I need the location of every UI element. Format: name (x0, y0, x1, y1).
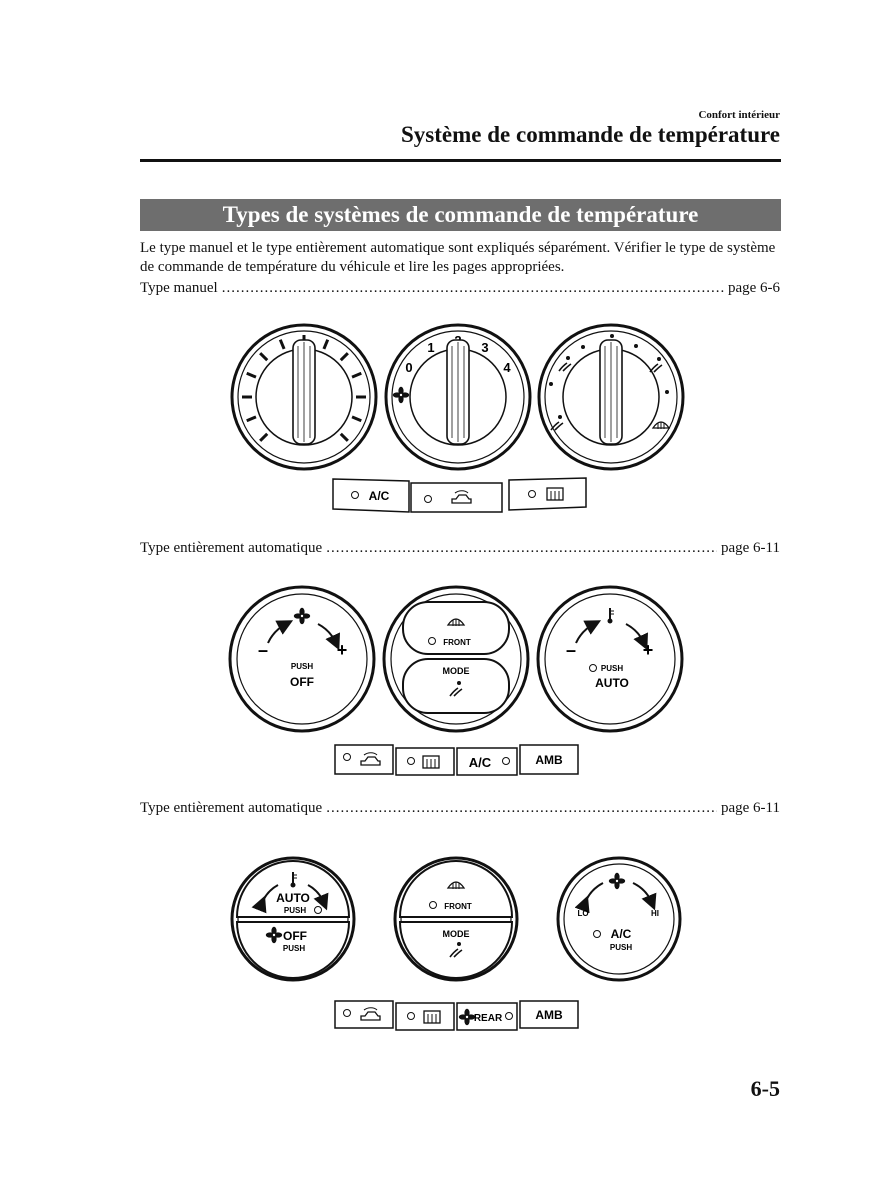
toc-page: page 6-11 (720, 540, 780, 556)
off-label: OFF (290, 675, 314, 689)
toc-entry-auto-1[interactable] (140, 540, 780, 557)
push-label: PUSH (282, 944, 306, 953)
auto1-amb-button[interactable] (520, 745, 578, 774)
auto1-mode-dial[interactable] (384, 587, 528, 731)
manual-ac-button[interactable] (333, 479, 409, 512)
toc-label: Type entièrement automatique (140, 800, 323, 816)
push-label: PUSH (600, 664, 624, 673)
toc-leader (222, 280, 724, 297)
mode-label: MODE (442, 666, 470, 676)
fan-speed-4: 4 (503, 360, 511, 375)
manual-control-panel (232, 325, 683, 512)
rear-label: REAR (473, 1013, 503, 1024)
toc-leader (326, 540, 717, 557)
section-heading: Types de systèmes de commande de température (140, 199, 781, 231)
auto2-temperature-dial[interactable] (232, 858, 354, 980)
toc-entry-manual[interactable] (140, 280, 780, 297)
auto-control-panel-1 (230, 587, 682, 775)
title-divider (140, 159, 781, 162)
auto2-fan-ac-dial[interactable] (558, 858, 680, 980)
auto1-recirculation-button[interactable] (335, 745, 393, 774)
push-label: PUSH (290, 662, 314, 671)
push-label: PUSH (609, 943, 633, 952)
push-label: PUSH (283, 906, 307, 915)
manual-temperature-dial[interactable] (232, 325, 376, 469)
toc-label: Type manuel (140, 280, 218, 296)
intro-paragraph: Le type manuel et le type entièrement automatique sont expliqués séparément. Vérifier le type de système de commande de température du véhicule et lire les pages appropriées. (140, 240, 776, 275)
auto2-rear-defroster-button[interactable] (396, 1003, 454, 1030)
auto1-rear-defroster-button[interactable] (396, 748, 454, 775)
section-label: Confort intérieur (698, 109, 780, 121)
page-number: 6-5 (750, 1076, 780, 1101)
ac-label: A/C (368, 489, 390, 503)
auto2-amb-button[interactable] (520, 1001, 578, 1028)
increase-sign: + (336, 640, 348, 660)
manual-recirculation-button[interactable] (411, 483, 502, 512)
hi-label: HI (651, 909, 659, 918)
toc-page: page 6-6 (727, 280, 780, 296)
increase-sign: + (642, 640, 654, 660)
toc-page: page 6-11 (720, 800, 780, 816)
amb-label: AMB (535, 753, 563, 767)
auto1-auto-dial[interactable] (538, 587, 682, 731)
auto2-rear-fan-button[interactable] (457, 1003, 517, 1030)
toc-entry-auto-2[interactable] (140, 800, 780, 817)
auto2-recirculation-button[interactable] (335, 1001, 393, 1028)
auto-label: AUTO (595, 676, 629, 690)
manual-airflow-mode-dial[interactable] (539, 325, 683, 469)
decrease-sign: – (565, 640, 577, 660)
auto1-ac-button[interactable] (457, 748, 517, 775)
decrease-sign: – (257, 640, 269, 660)
manual-rear-defroster-button[interactable] (509, 478, 586, 510)
lo-label: LO (577, 909, 589, 918)
front-label: FRONT (444, 902, 472, 911)
auto2-mode-dial[interactable] (395, 858, 517, 980)
ac-label: A/C (610, 927, 632, 941)
front-label: FRONT (443, 638, 471, 647)
auto1-temperature-dial[interactable] (230, 587, 374, 731)
fan-speed-1: 1 (427, 340, 435, 355)
toc-leader (326, 800, 717, 817)
toc-label: Type entièrement automatique (140, 540, 323, 556)
manual-fan-speed-dial[interactable] (386, 325, 530, 469)
amb-label: AMB (535, 1008, 563, 1022)
auto-label: AUTO (276, 891, 310, 905)
fan-speed-0: 0 (405, 360, 413, 375)
page-title: Système de commande de température (401, 122, 780, 147)
ac-label: A/C (468, 755, 492, 770)
fan-speed-3: 3 (481, 340, 489, 355)
auto-control-panel-2 (232, 858, 680, 1030)
mode-label: MODE (442, 929, 470, 939)
off-label: OFF (283, 929, 307, 943)
